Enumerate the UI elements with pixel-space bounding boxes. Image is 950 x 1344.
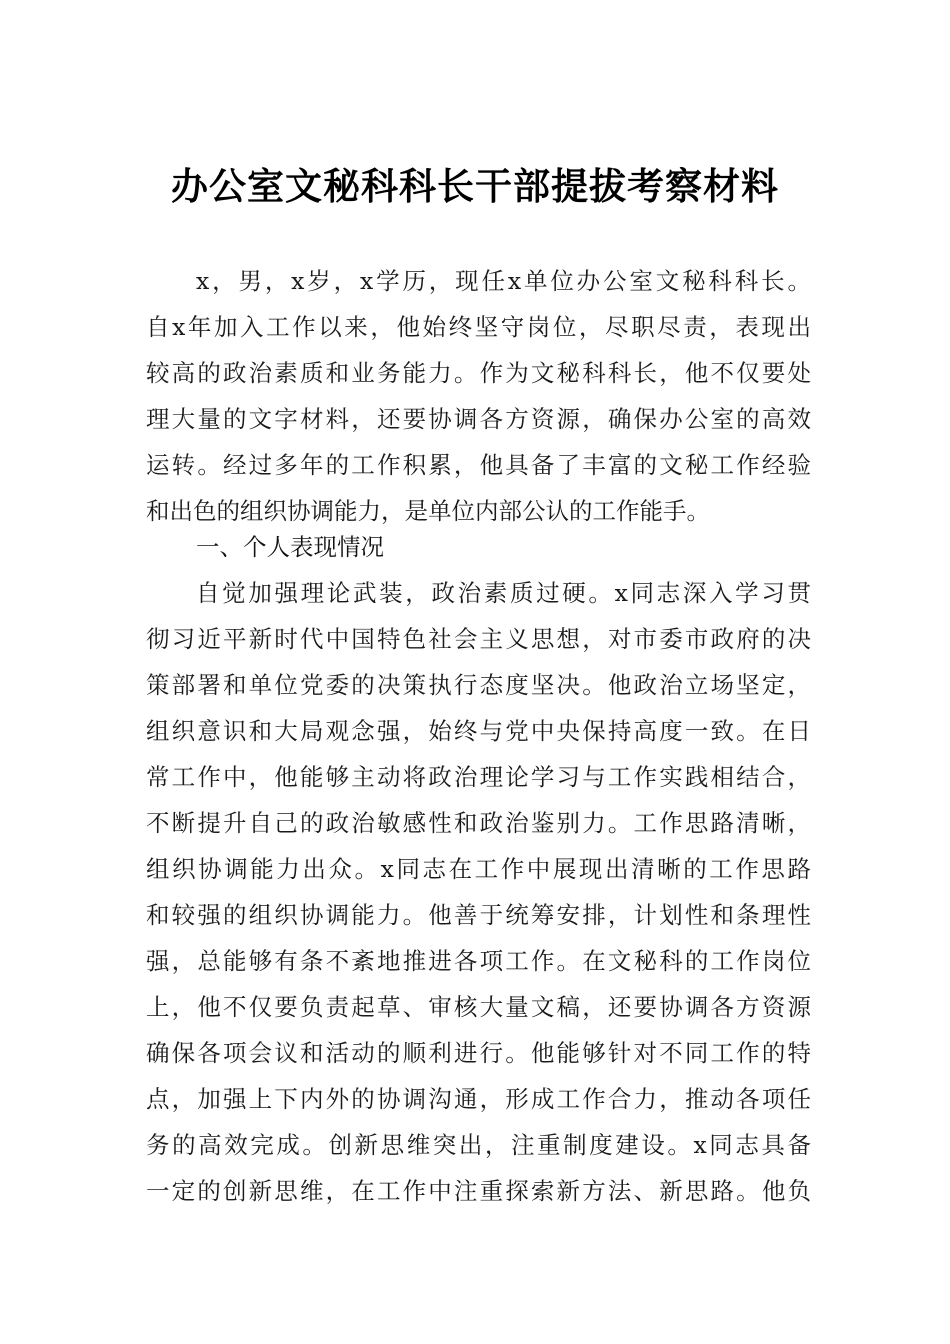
intro-line: 运转。经过多年的工作积累，他具备了丰富的文秘工作经验 [146,451,811,479]
document-title: 办公室文秘科科长干部提拔考察材料 [171,164,779,208]
section-line: 组织意识和大局观念强，始终与党中央保持高度一致。在日 [146,717,811,745]
section-line: 常工作中，他能够主动将政治理论学习与工作实践相结合， [146,763,811,791]
section-line: 确保各项会议和活动的顺利进行。他能够针对不同工作的特 [146,1039,811,1067]
section-line: 点，加强上下内外的协调沟通，形成工作合力，推动各项任 [146,1085,811,1113]
section-line: 组织协调能力出众。x同志在工作中展现出清晰的工作思路 [146,855,811,883]
intro-line: 理大量的文字材料，还要协调各方资源，确保办公室的高效 [146,405,811,433]
section-line: 上，他不仅要负责起草、审核大量文稿，还要协调各方资源 [146,993,811,1021]
section-line: 策部署和单位党委的决策执行态度坚决。他政治立场坚定， [146,671,811,699]
intro-line: 较高的政治素质和业务能力。作为文秘科科长，他不仅要处 [146,359,811,387]
intro-line: 自x年加入工作以来，他始终坚守岗位，尽职尽责，表现出 [146,313,811,341]
section-line: 彻习近平新时代中国特色社会主义思想，对市委市政府的决 [146,625,811,653]
section-line: 务的高效完成。创新思维突出，注重制度建设。x同志具备 [146,1131,811,1159]
section-line: 自觉加强理论武装，政治素质过硬。x同志深入学习贯 [196,579,811,607]
section-line: 不断提升自己的政治敏感性和政治鉴别力。工作思路清晰， [146,809,811,837]
section-heading: 一、个人表现情况 [196,533,384,561]
section-line: 和较强的组织协调能力。他善于统筹安排，计划性和条理性 [146,901,811,929]
section-line: 强，总能够有条不紊地推进各项工作。在文秘科的工作岗位 [146,947,811,975]
section-line: 一定的创新思维，在工作中注重探索新方法、新思路。他负 [146,1177,811,1205]
intro-line: 和出色的组织协调能力，是单位内部公认的工作能手。 [146,497,710,525]
intro-line: x，男，x岁，x学历，现任x单位办公室文秘科科长。 [196,267,811,295]
